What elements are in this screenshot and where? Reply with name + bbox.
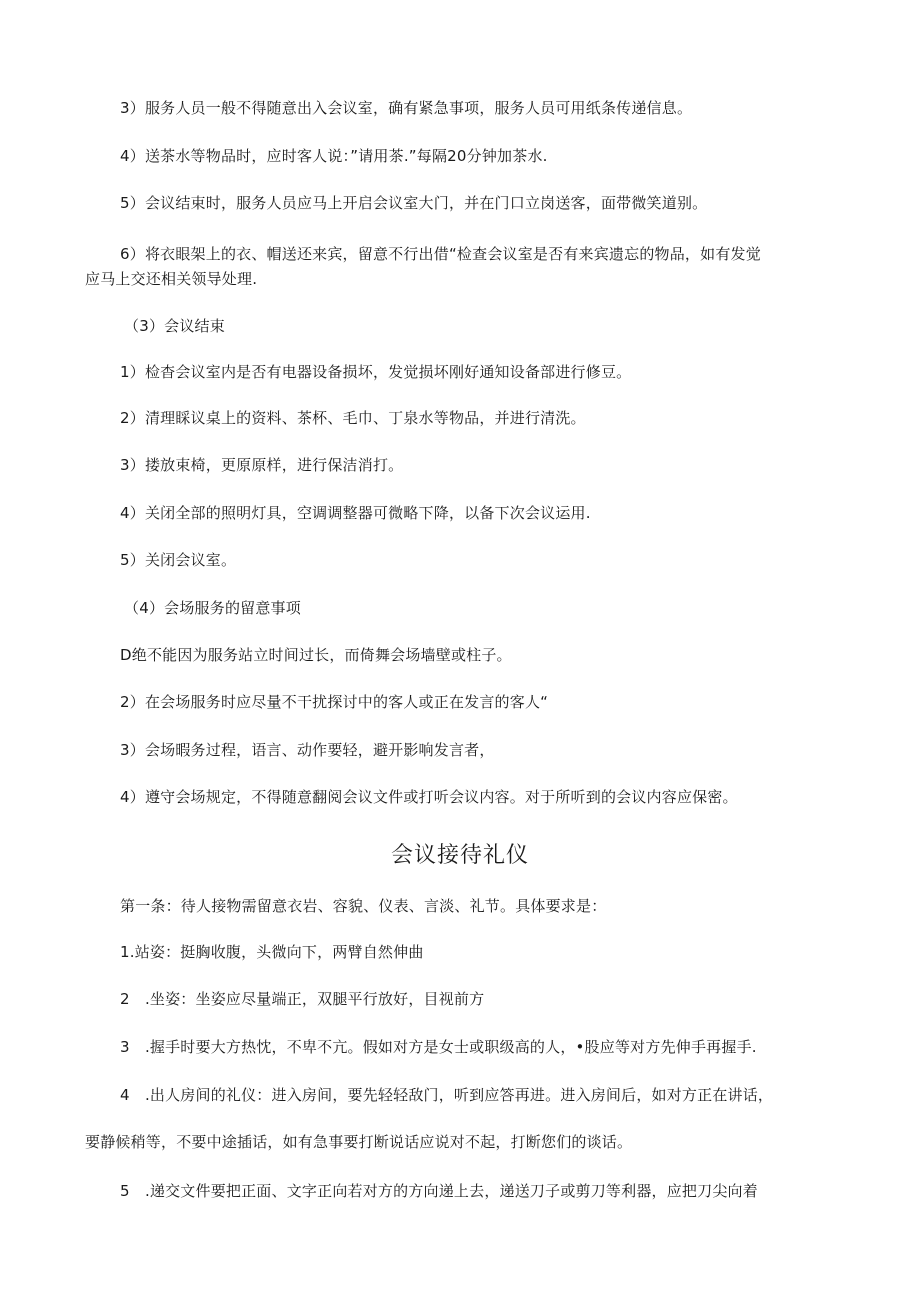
item-tea-service-rule: 4）送茶水等物品时，应时客人说：”请用茶.”每隔20分钟加茶水. <box>120 147 548 165</box>
etiquette-sitting-posture: 2 .坐姿：坐姿应尽量端正，双腿平行放好，目视前方 <box>120 990 485 1008</box>
etiquette-handshake: 3 .握手时要大方热忱，不卑不亢。假如对方是女士或职级高的人，•股应等对方先伸手再握手. <box>120 1038 757 1056</box>
etiquette-passing-documents: 5 .递交文件要把正面、文字正向若对方的方向递上去，递送刀子或剪刀等利器，应把刀尖向着 <box>120 1182 758 1200</box>
item-return-coats-rule-continued: 应马上交还相关领导处理. <box>85 270 258 288</box>
section-title: 会议接待礼仪 <box>390 843 529 868</box>
etiquette-entering-room-continued: 要静候稍等，不要中途插话，如有急事要打断说话应说对不起，打断您们的谈话。 <box>85 1133 633 1151</box>
item-meeting-end-door-rule: 5）会议结束时，服务人员应马上开启会议室大门，并在门口立岗送客，面带微笑道别。 <box>120 194 708 212</box>
item-check-equipment: 1）检杳会议室内是否有电器设备损坏，发觉损坏刚好通知设备部进行修豆。 <box>120 363 632 381</box>
etiquette-article-one: 第一条：待人接物需留意衣岩、容貌、仪表、言淡、礼节。具体要求是： <box>120 897 607 915</box>
item-restore-chairs: 3）搂放束椅，更原原样，进行保洁消打。 <box>120 456 404 474</box>
item-close-room: 5）关闭会议室。 <box>120 551 237 569</box>
section-heading-venue-notes: （4）会场服务的留意事项 <box>124 599 301 617</box>
item-service-entry-rule: 3）服务人员一般不得随意出入会议室，确有紧急事项，服务人员可用纸条传递信息。 <box>120 99 693 117</box>
section-heading-meeting-end: （3）会议结束 <box>124 317 225 335</box>
etiquette-standing-posture: 1.站姿：挺胸收腹，头微向下，两臂自然伸曲 <box>120 943 424 961</box>
item-turn-off-lights: 4）关闭全部的照明灯具，空调调整器可微略下降，以备下次会议运用. <box>120 504 591 522</box>
item-no-leaning: D绝不能因为服务站立时间过长，而倚舞会场墙壁或柱子。 <box>120 646 512 664</box>
item-return-coats-rule: 6）将衣眼架上的衣、帽送还来宾，留意不行出借“检查会议室是否有来宾遗忘的物品，如有发觉 <box>120 245 761 263</box>
item-quiet-service: 3）会场暇务过程，语言、动作要轻，避开影响发言者， <box>120 741 495 759</box>
item-confidentiality: 4）遵守会场规定，不得随意翻阅会议文件或打听会议内容。对于所听到的会议内容应保密。 <box>120 788 738 806</box>
item-clean-table: 2）清理睬议桌上的资料、茶杯、毛巾、丁泉水等物品，并进行清洗。 <box>120 409 586 427</box>
item-no-disturbing: 2）在会场服务时应尽量不干扰探讨中的客人或正在发言的客人“ <box>120 693 549 711</box>
etiquette-entering-room: 4 .出人房间的礼仪：进入房间，要先轻轻敌门，听到应答再进。进入房间后，如对方正在讲话， <box>120 1086 774 1104</box>
